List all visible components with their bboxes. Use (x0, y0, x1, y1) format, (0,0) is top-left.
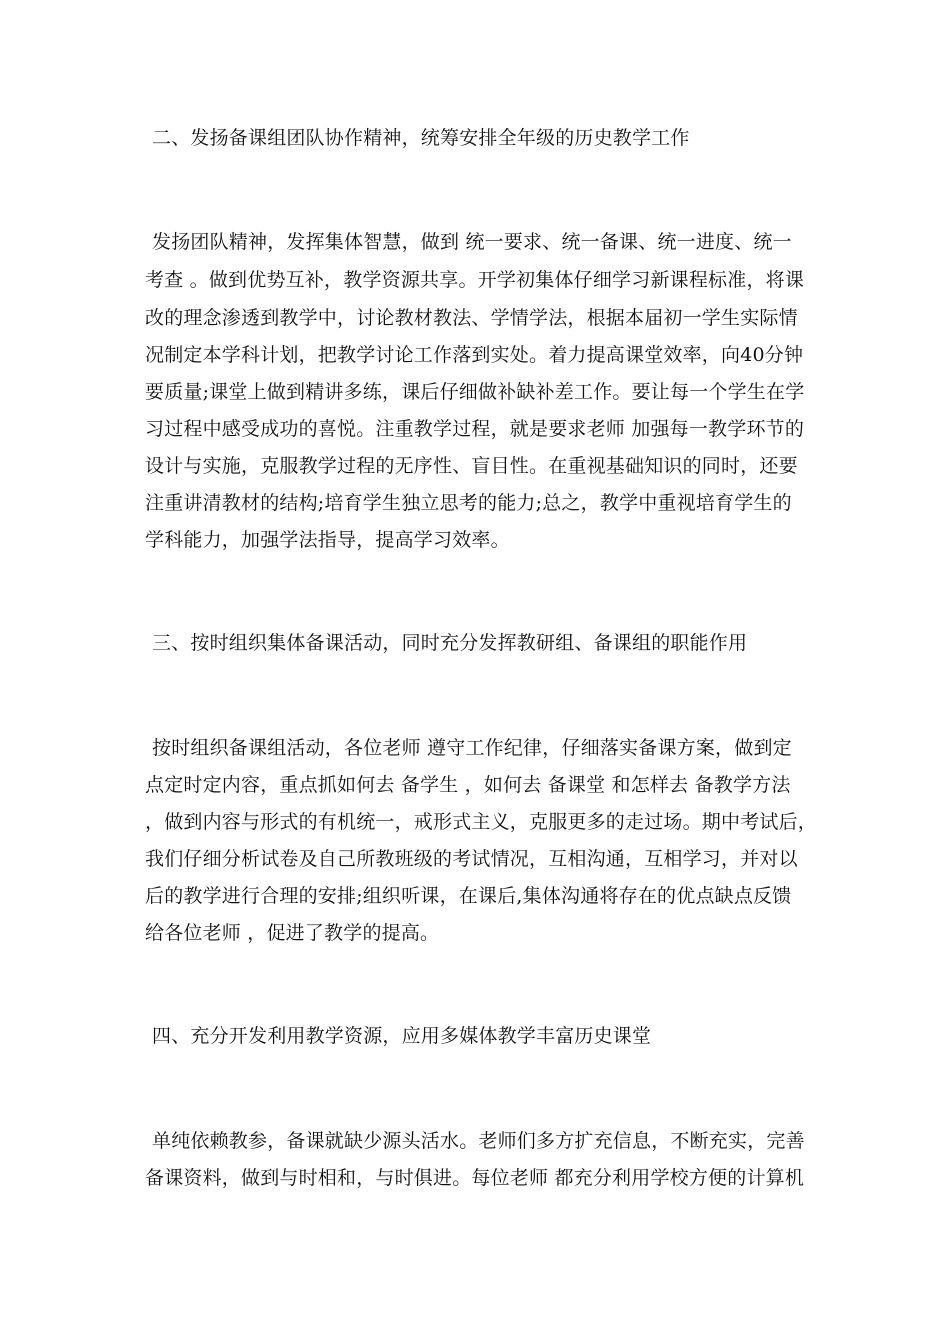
paragraph-line: 习过程中感受成功的喜悦。注重教学过程，就是要求老师 加强每一教学环节的 (145, 418, 805, 440)
section-heading-4: 四、充分开发利用教学资源，应用多媒体教学丰富历史课堂 (152, 1025, 652, 1047)
paragraph-line: ，做到内容与形式的有机统一，戒形式主义，克服更多的走过场。期中考试后， (145, 811, 818, 833)
paragraph-line: 改的理念渗透到教学中，讨论教材教法、学情学法，根据本届初一学生实际情 (145, 307, 798, 329)
paragraph-line: 考查 。做到优势互补，教学资源共享。开学初集体仔细学习新课程标准，将课 (145, 269, 805, 291)
paragraph-line: 单纯依赖教参，备课就缺少源头活水。老师们多方扩充信息，不断充实，完善 (152, 1130, 805, 1152)
paragraph-line: 况制定本学科计划，把教学讨论工作落到实处。着力提高课堂效率，向40分钟 (145, 344, 804, 366)
paragraph-line: 学科能力，加强学法指导，提高学习效率。 (145, 529, 510, 551)
paragraph-line: 注重讲清教材的结构;培育学生独立思考的能力;总之，教学中重视培育学生的 (145, 492, 792, 514)
paragraph-line: 备课资料，做到与时相和，与时俱进。每位老师 都充分利用学校方便的计算机 (145, 1167, 805, 1189)
paragraph-line: 后的教学进行合理的安排;组织听课，在课后,集体沟通将存在的优点缺点反馈 (145, 885, 792, 907)
paragraph-line: 我们仔细分析试卷及自己所教班级的考试情况，互相沟通，互相学习，并对以 (145, 848, 798, 870)
paragraph-line: 按时组织备课组活动，各位老师 遵守工作纪律，仔细落实备课方案，做到定 (152, 737, 792, 759)
paragraph-line: 设计与实施，克服教学过程的无序性、盲目性。在重视基础知识的同时，还要 (145, 455, 798, 477)
paragraph-line: 给各位老师 ，促进了教学的提高。 (145, 922, 440, 944)
paragraph-line: 点定时定内容，重点抓如何去 备学生 ，如何去 备课堂 和怎样去 备教学方法 (145, 774, 791, 796)
paragraph-line: 要质量;课堂上做到精讲多练，课后仔细做补缺补差工作。要让每一个学生在学 (145, 381, 805, 403)
section-heading-3: 三、按时组织集体备课活动，同时充分发挥教研组、备课组的职能作用 (152, 632, 748, 654)
paragraph-line: 发扬团队精神，发挥集体智慧，做到 统一要求、统一备课、统一进度、统一 (152, 231, 792, 253)
section-heading-2: 二、发扬备课组团队协作精神，统筹安排全年级的历史教学工作 (152, 127, 690, 149)
